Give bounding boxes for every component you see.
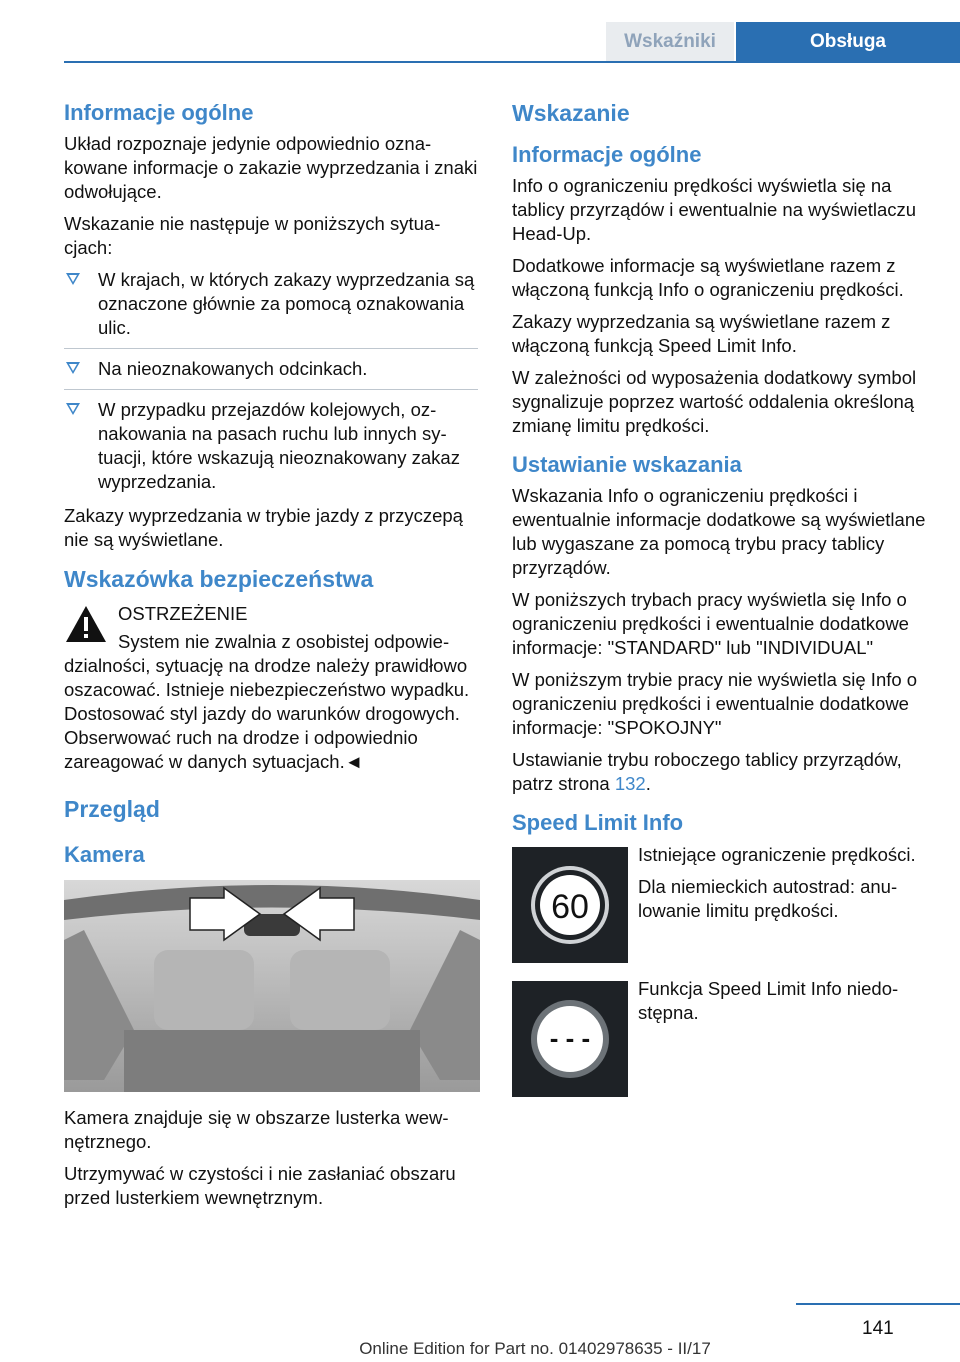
paragraph: W poniższym trybie pracy nie wyświetla się Info o ograniczeniu prędkości i ewentualnie dodatkowe informacje: "SPOKOJNY": [512, 669, 918, 739]
warning-text: System nie zwalnia z osobistej odpowiedzialności, sytuację na drodze należy prawidłowo oszacować. Istnieje niebezpieczeństwo wypadku. Dostosować styl jazdy do warunków drogowych. Obserwować ruch na drodze i odpowiednio zareagować w danych sytuacjach.◄: [64, 630, 470, 772]
paragraph: Dodatkowe informacje są wyświetlane razem z włączoną funkcją Info o ograniczeniu prędkości.: [512, 254, 904, 300]
left-column: [64, 100, 478, 1218]
list-item: [64, 268, 478, 349]
speed-limit-unavailable-sign: [512, 981, 628, 1097]
speed-limit-60-sign: [512, 847, 628, 963]
paragraph: Utrzymywać w czystości i nie zasłaniać obszaru przed lusterkiem wewnętrznym.: [64, 1162, 456, 1208]
bullet-list: [64, 268, 478, 494]
heading-camera: Kamera: [64, 841, 145, 867]
paragraph: W poniższych trybach pracy wyświetla się Info o ograniczeniu prędkości i ewentualnie dodatkowe informacje: "STANDARD" lub "INDIVIDUAL": [512, 589, 909, 659]
paragraph: Układ rozpoznaje jedynie odpowiednio oznakowane informacje o zakazie wyprzedzania i znaki odwołujące.: [64, 133, 478, 203]
paragraph: Zakazy wyprzedzania są wyświetlane razem z włączoną funkcją Speed Limit Info.: [512, 310, 891, 356]
heading-speed-limit-info: Speed Limit Info: [512, 810, 684, 836]
heading-safety-note: Wskazówka bezpieczeństwa: [64, 566, 374, 593]
triangle-bullet-icon: [66, 403, 80, 415]
heading-general-info-right: Informacje ogólne: [512, 141, 702, 167]
warning-box: [64, 602, 478, 774]
paragraph: Info o ograniczeniu prędkości wyświetla się na tablicy przyrządów i ewentualnie na wyświetlaczu Head-Up.: [512, 174, 917, 244]
page-header: [0, 0, 960, 62]
paragraph: Wskazanie nie następuje w poniższych sytuacjach:: [64, 213, 441, 259]
tab-indicators[interactable]: Wskaźniki: [606, 22, 734, 62]
page-reference-link[interactable]: 132: [614, 773, 646, 795]
paragraph: Wskazania Info o ograniczeniu prędkości i ewentualnie informacje dodatkowe są wyświetlane lub wygaszane za pomocą trybu pracy tablicy przyrządów.: [512, 485, 926, 579]
right-column: [512, 100, 926, 1109]
paragraph: Zakazy wyprzedzania w trybie jazdy z przyczepą nie są wyświetlane.: [64, 505, 463, 551]
tab-operation[interactable]: Obsługa: [736, 22, 960, 62]
warning-triangle-icon: [64, 604, 108, 644]
paragraph: Kamera znajduje się w obszarze lusterka wewnętrznego.: [64, 1106, 449, 1152]
triangle-bullet-icon: [66, 273, 80, 285]
heading-setting-display: Ustawianie wskazania: [512, 451, 742, 477]
heading-overview: Przegląd: [64, 795, 160, 822]
page-number: 141: [862, 1318, 894, 1339]
paragraph: W zależności od wyposażenia dodatkowy symbol sygnalizuje poprzez wartość oddalenia określoną zmianę limitu prędkości.: [512, 366, 917, 436]
warning-title: OSTRZEŻENIE: [118, 602, 248, 624]
speed-sign-row: [512, 843, 926, 975]
unavailable-sign-description: Funkcja Speed Limit Info niedostępna.: [638, 977, 899, 1023]
triangle-bullet-icon: [66, 362, 80, 374]
header-divider: [64, 61, 960, 63]
list-item-text: W krajach, w których zakazy wyprzedzania są oznaczone głównie za pomocą oznakowania ulic.: [98, 269, 475, 339]
list-item: [64, 398, 478, 494]
list-item-text: Na nieoznakowanych odcinkach.: [98, 358, 368, 380]
unavailable-sign-row: [512, 977, 926, 1109]
heading-general-info: Informacje ogólne: [64, 100, 254, 125]
list-item-text: W przypadku przejazdów kolejowych, oznakowania na pasach ruchu lub innych sytuacji, które wskazują nieoznakowany zakaz wyprzedzania.: [98, 399, 460, 493]
footer-divider: [796, 1303, 960, 1305]
paragraph: Ustawianie trybu roboczego tablicy przyrządów, patrz strona 132.: [512, 749, 902, 795]
camera-photo: [64, 880, 480, 1092]
heading-display: Wskazanie: [512, 100, 630, 126]
speed-sign-description: Istniejące ograniczenie prędkości. Dla niemieckich autostrad: anulowanie limitu prędkości.: [638, 843, 916, 921]
sign-dashes: - - -: [549, 1022, 591, 1053]
footer-edition: Online Edition for Part no. 01402978635 - II/17: [359, 1339, 711, 1358]
list-item: [64, 357, 478, 390]
sign-speed-value: 60: [551, 887, 589, 926]
